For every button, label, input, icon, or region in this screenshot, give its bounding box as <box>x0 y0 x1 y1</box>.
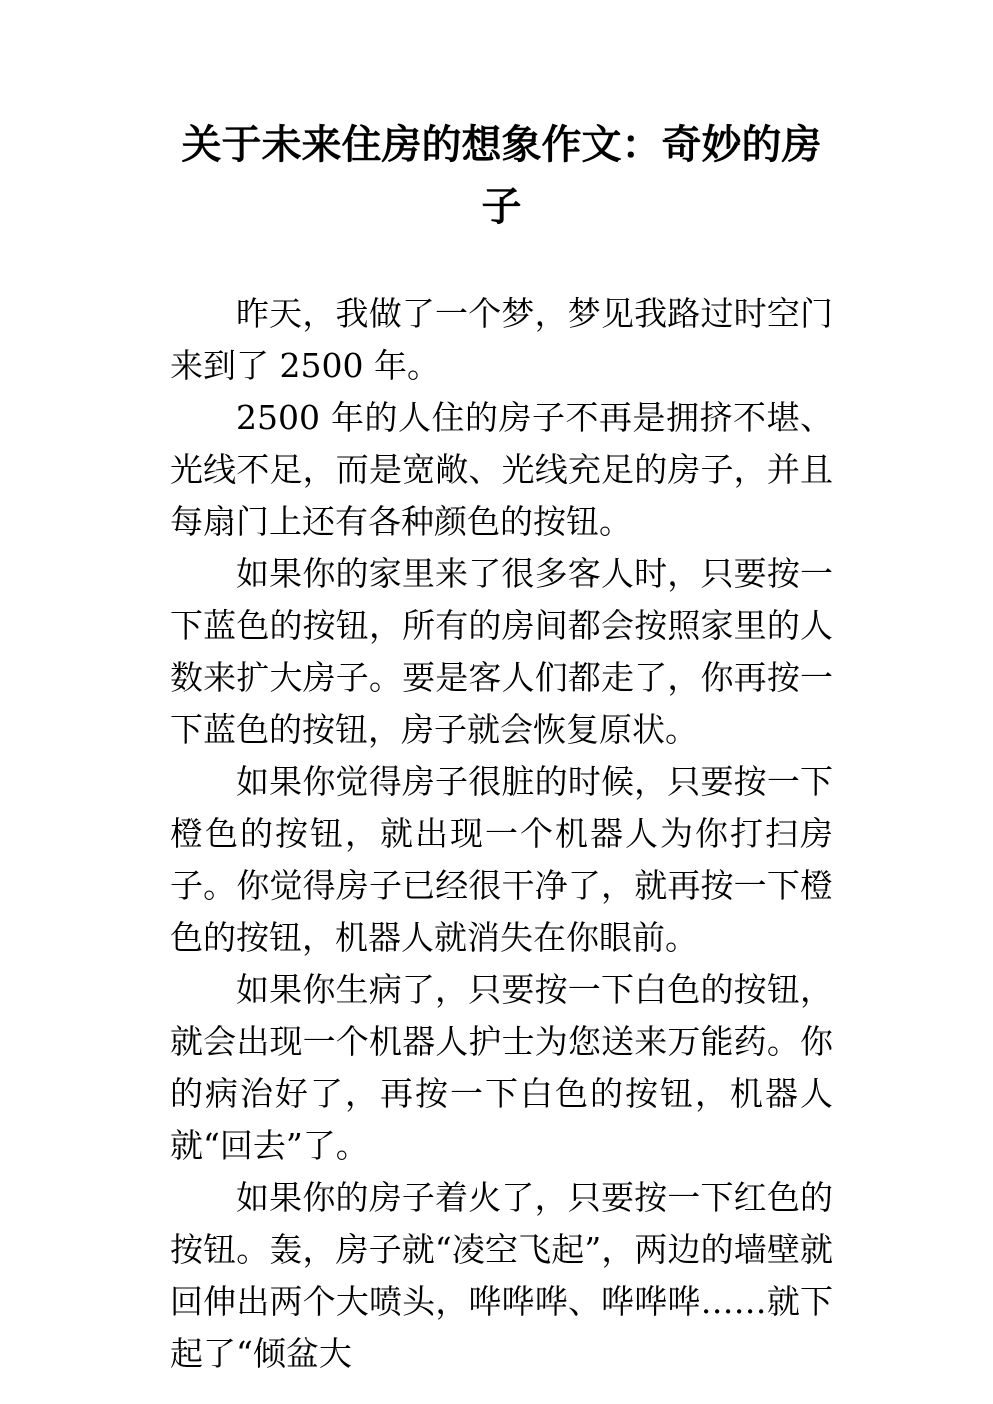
paragraph-2: 2500 年的人住的房子不再是拥挤不堪、光线不足，而是宽敞、光线充足的房子，并且每扇门上还有各种颜色的按钮。 <box>170 398 833 541</box>
paragraph-5: 如果你生病了，只要按一下白色的按钮，就会出现一个机器人护士为您送来万能药。你的病治好了，再按一下白色的按钮，机器人就“回去”了。 <box>170 970 833 1165</box>
document-body <box>170 288 833 1380</box>
document-title: 关于未来住房的想象作文：奇妙的房子 <box>181 122 822 230</box>
paragraph-3: 如果你的家里来了很多客人时，只要按一下蓝色的按钮，所有的房间都会按照家里的人数来扩大房子。要是客人们都走了，你再按一下蓝色的按钮，房子就会恢复原状。 <box>170 554 833 749</box>
paragraph-6: 如果你的房子着火了，只要按一下红色的按钮。轰，房子就“凌空飞起”，两边的墙壁就回伸出两个大喷头，哗哗哗、哗哗哗……就下起了“倾盆大 <box>170 1178 833 1373</box>
paragraph-4: 如果你觉得房子很脏的时候，只要按一下橙色的按钮，就出现一个机器人为你打扫房子。你觉得房子已经很干净了，就再按一下橙色的按钮，机器人就消失在你眼前。 <box>170 762 833 957</box>
paragraph-1: 昨天，我做了一个梦，梦见我路过时空门来到了 2500 年。 <box>170 294 833 385</box>
